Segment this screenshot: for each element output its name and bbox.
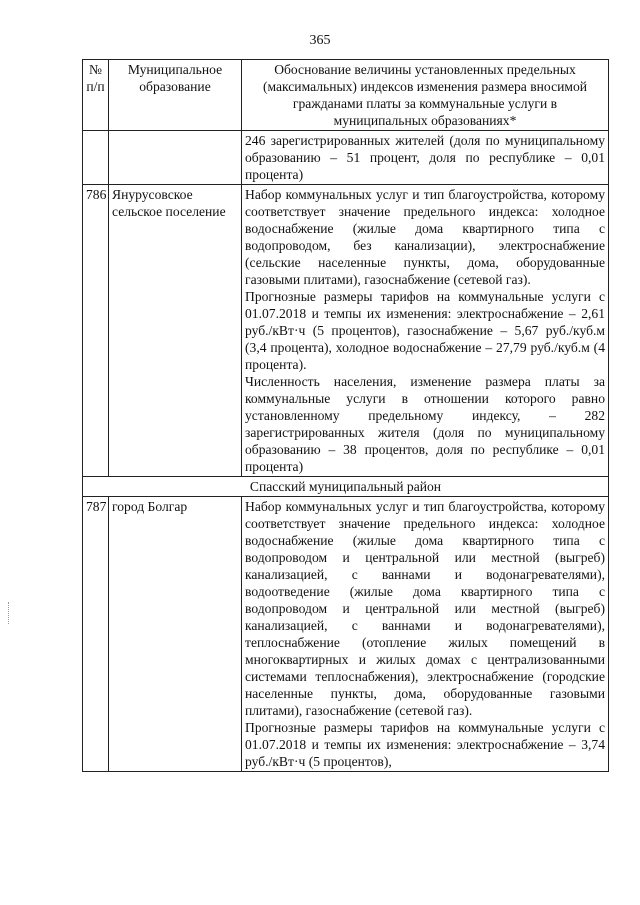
- cell-justification: [242, 497, 609, 772]
- header-num: № п/п: [83, 60, 109, 131]
- paragraph-services: Набор коммунальных услуг и тип благоустройства, которому соответствует значение предельного индекса: холодное водоснабжение (жилые дома квартирного типа с водопроводом и центральной или местной (выгреб) канализацией, с ваннами и водонагревателями), водоотведение (жилые дома квартирного типа с водопроводом и центральной или местной (выгреб) канализацией, с ваннами и водонагревателями), теплоснабжение (отопление жилых помещений в многоквартирных и жилых домах с централизованными системами теплоснабжения), электроснабжение (городские населенные пункты, дома, оборудованные газовыми плитами), газоснабжение (сетевой газ).: [245, 499, 605, 718]
- cell-num: 787: [83, 497, 109, 772]
- district-name: Спасский муниципальный район: [83, 477, 609, 497]
- paragraph-tariffs: Прогнозные размеры тарифов на коммунальные услуги с 01.07.2018 и темпы их изменения: электроснабжение – 3,74 руб./кВт·ч (5 процентов),: [245, 720, 605, 769]
- cell-justification: 246 зарегистрированных жителей (доля по муниципальному образованию – 51 процент, доля по республике – 0,01 процента): [242, 131, 609, 185]
- paragraph-tariffs: Прогнозные размеры тарифов на коммунальные услуги с 01.07.2018 и темпы их изменения: электроснабжение – 2,61 руб./кВт·ч (5 процентов), газоснабжение – 5,67 руб./куб.м (3,4 процента), холодное водоснабжение – 27,79 руб./куб.м (4 процента).: [245, 289, 605, 372]
- cell-num: [83, 131, 109, 185]
- table-row: [83, 497, 609, 772]
- tariff-table: [82, 59, 609, 772]
- header-municipality: Муниципальное образование: [109, 60, 242, 131]
- cell-num: 786: [83, 185, 109, 477]
- cell-municipality: город Болгар: [109, 497, 242, 772]
- margin-mark: [8, 602, 10, 624]
- paragraph-population: Численность населения, изменение размера платы за коммунальные услуги в отношении которого равно установленному предельному индексу, – 282 зарегистрированных жителя (доля по муниципальному образованию – 38 процентов, доля по республике – 0,01 процента): [245, 374, 605, 474]
- header-justification: Обоснование величины установленных предельных (максимальных) индексов изменения размера вносимой гражданами платы за коммунальные услуги в муниципальных образованиях*: [242, 60, 609, 131]
- paragraph-services: Набор коммунальных услуг и тип благоустройства, которому соответствует значение предельного индекса: холодное водоснабжение (жилые дома квартирного типа с водопроводом, без канализации), электроснабжение (сельские населенные пункты, дома, оборудованные газовыми плитами), газоснабжение (сетевой газ).: [245, 187, 605, 287]
- table-row: [83, 131, 609, 185]
- cell-justification: [242, 185, 609, 477]
- district-row: [83, 477, 609, 497]
- table-header-row: [83, 60, 609, 131]
- cell-municipality: Янурусовское сельское поселение: [109, 185, 242, 477]
- cell-municipality: [109, 131, 242, 185]
- page-number: 365: [309, 33, 331, 48]
- table-row: [83, 185, 609, 477]
